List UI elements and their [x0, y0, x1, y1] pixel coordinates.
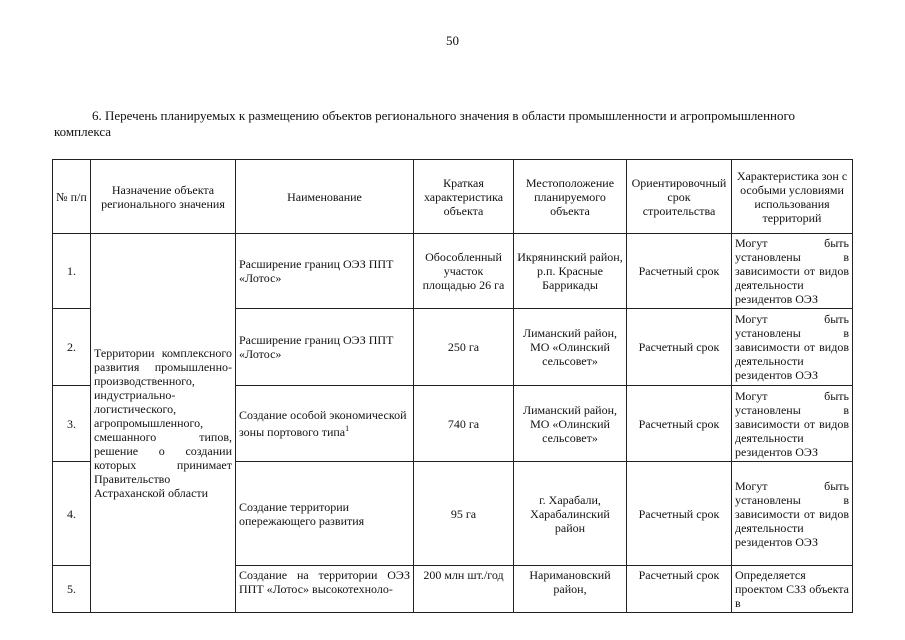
header-term: Ориентировочный срок строительства [627, 160, 732, 234]
row-term: Расчетный срок [627, 462, 732, 566]
header-location: Местоположение планируемого объекта [514, 160, 627, 234]
footnote-marker: 1 [345, 424, 350, 433]
row-zones: Могут быть установлены в зависимости от видов деятельности резидентов ОЭЗ [732, 386, 853, 462]
row-num: 5. [53, 566, 91, 613]
row-zones: Могут быть установлены в зависимости от видов деятельности резидентов ОЭЗ [732, 234, 853, 309]
row-brief: 250 га [414, 309, 514, 386]
header-name: Наименование [236, 160, 414, 234]
purpose-cell: Территории комплексного развития промышленно-производственного, индустриально-логистического, агропромышленного, смешанного типов, решение о создании которых принимает Правительство Астраханской области [91, 234, 236, 613]
row-zones: Могут быть установлены в зависимости от видов деятельности резидентов ОЭЗ [732, 309, 853, 386]
row-brief: 200 млн шт./год [414, 566, 514, 613]
row-num: 1. [53, 234, 91, 309]
row-brief: 740 га [414, 386, 514, 462]
header-brief: Краткая характеристика объекта [414, 160, 514, 234]
page-number: 50 [446, 33, 459, 48]
row-zones: Могут быть установлены в зависимости от видов деятельности резидентов ОЭЗ [732, 462, 853, 566]
row-location: Лиманский район, МО «Олинский сельсовет» [514, 309, 627, 386]
row-brief: 95 га [414, 462, 514, 566]
row-num: 4. [53, 462, 91, 566]
row-term: Расчетный срок [627, 309, 732, 386]
header-num: № п/п [53, 160, 91, 234]
row-name: Расширение границ ОЭЗ ППТ «Лотос» [236, 309, 414, 386]
row-location: Наримановский район, [514, 566, 627, 613]
row-location: г. Харабали, Харабалинский район [514, 462, 627, 566]
objects-table [52, 159, 853, 613]
row-location: Лиманский район, МО «Олинский сельсовет» [514, 386, 627, 462]
row-name-text: Создание особой экономической зоны портового типа [239, 408, 407, 439]
row-name: Создание территории опережающего развития [236, 462, 414, 566]
row-location: Икрянинский район, р.п. Красные Баррикады [514, 234, 627, 309]
header-purpose: Назначение объекта регионального значения [91, 160, 236, 234]
row-num: 3. [53, 386, 91, 462]
row-term: Расчетный срок [627, 386, 732, 462]
row-name: Расширение границ ОЭЗ ППТ «Лотос» [236, 234, 414, 309]
section-heading: 6. Перечень планируемых к размещению объектов регионального значения в области промышленности и агропромышленного комплекса [54, 108, 796, 139]
row-zones: Определяется проектом СЗЗ объекта в [732, 566, 853, 613]
row-name: Создание на территории ОЭЗ ППТ «Лотос» высокотехноло- [236, 566, 414, 613]
table-header-row [53, 160, 853, 234]
table-row [53, 234, 853, 309]
row-name [236, 386, 414, 462]
row-num: 2. [53, 309, 91, 386]
row-term: Расчетный срок [627, 566, 732, 613]
row-term: Расчетный срок [627, 234, 732, 309]
row-brief: Обособленный участок площадью 26 га [414, 234, 514, 309]
header-zones: Характеристика зон с особыми условиями использования территорий [732, 160, 853, 234]
